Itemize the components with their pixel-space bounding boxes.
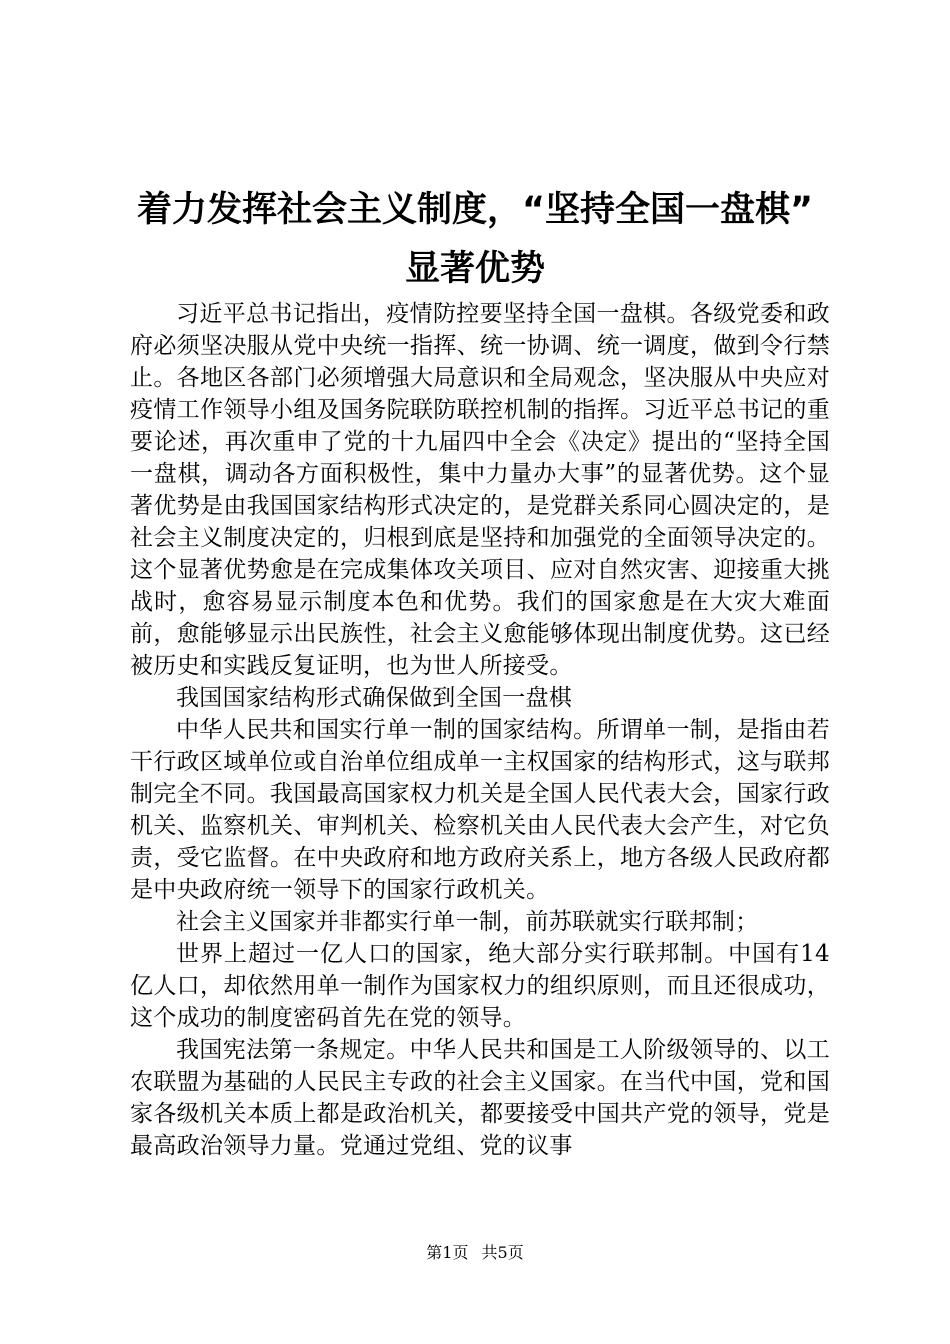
page-number: 第1页 (426, 1243, 469, 1262)
paragraph: 中华人民共和国实行单一制的国家结构。所谓单一制，是指由若干行政区域单位或自治单位组成单一主权国家的结构形式，这与联邦制完全不同。我国最高国家权力机关是全国人民代表大会，国家行政机关、监察机关、审判机关、检察机关由人民代表大会产生，对它负责，受它监督。在中央政府和地方政府关系上，地方各级人民政府都是中央政府统一领导下的国家行政机关。 (130, 717, 830, 903)
page-total: 共5页 (481, 1243, 524, 1262)
paragraph: 习近平总书记指出，疫情防控要坚持全国一盘棋。各级党委和政府必须坚决服从党中央统一指挥、统一协调、统一调度，做到令行禁止。各地区各部门必须增强大局意识和全局观念，坚决服从中央应对疫情工作领导小组及国务院联防联控机制的指挥。习近平总书记的重要论述，再次重申了党的十九届四中全会《决定》提出的“坚持全国一盘棋，调动各方面积极性，集中力量办大事”的显著优势。这个显著优势是由我国国家结构形式决定的，是党群关系同心圆决定的，是社会主义制度决定的，归根到底是坚持和加强党的全面领导决定的。这个显著优势愈是在完成集体攻关项目、应对自然灾害、迎接重大挑战时，愈容易显示制度本色和优势。我们的国家愈是在大灾大难面前，愈能够显示出民族性，社会主义愈能够体现出制度优势。这已经被历史和实践反复证明，也为世人所接受。 (130, 301, 830, 679)
paragraph: 社会主义国家并非都实行单一制，前苏联就实行联邦制； (176, 909, 759, 935)
document-title-line1: 着力发挥社会主义制度，“坚持全国一盘棋” (136, 190, 813, 230)
document-body (130, 298, 830, 1162)
document-title-line2: 显著优势 (404, 249, 545, 289)
page-footer (0, 1243, 950, 1263)
section-heading: 我国国家结构形式确保做到全国一盘棋 (176, 685, 573, 711)
paragraph: 我国宪法第一条规定。中华人民共和国是工人阶级领导的、以工农联盟为基础的人民民主专政的社会主义国家。在当代中国，党和国家各级机关本质上都是政治机关，都要接受中国共产党的领导，党是最高政治领导力量。党通过党组、党的议事 (130, 1037, 830, 1159)
paragraph: 世界上超过一亿人口的国家，绝大部分实行联邦制。中国有14亿人口，却依然用单一制作为国家权力的组织原则，而且还很成功，这个成功的制度密码首先在党的领导。 (130, 941, 830, 1031)
